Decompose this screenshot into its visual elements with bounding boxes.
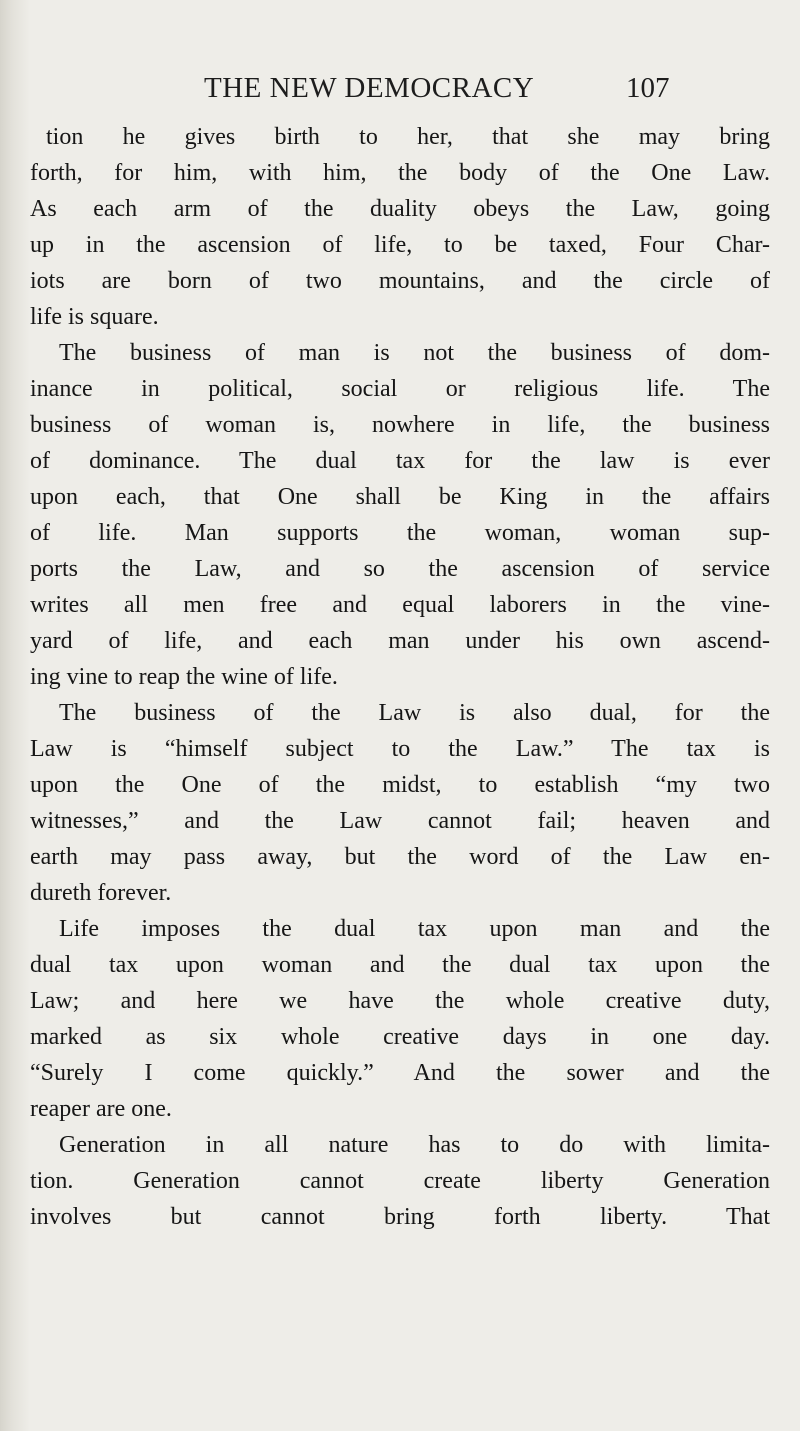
text-line: upon each, that One shall be King in the affairs (30, 484, 770, 510)
gutter-shadow (0, 0, 30, 1431)
text-line: marked as six whole creative days in one day. (30, 1024, 770, 1050)
text-line: inance in political, social or religious life. The (30, 376, 770, 402)
text-line: Life imposes the dual tax upon man and the (59, 916, 770, 942)
text-line: business of woman is, nowhere in life, the business (30, 412, 770, 438)
running-head (0, 72, 800, 112)
text-line: dureth forever. (30, 880, 172, 906)
text-line: Law; and here we have the whole creative duty, (30, 988, 770, 1014)
running-title: THE NEW DEMOCRACY (204, 72, 535, 104)
text-line: The business of the Law is also dual, for the (59, 700, 770, 726)
text-line: dual tax upon woman and the dual tax upon the (30, 952, 770, 978)
text-line: Law is “himself subject to the Law.” The tax is (30, 736, 770, 762)
text-line: Generation in all nature has to do with limita- (59, 1132, 770, 1158)
text-line: forth, for him, with him, the body of the One Law. (30, 160, 770, 186)
text-line: of life. Man supports the woman, woman sup- (30, 520, 770, 546)
text-line: earth may pass away, but the word of the Law en- (30, 844, 770, 870)
text-line: ing vine to reap the wine of life. (30, 664, 338, 690)
text-line: witnesses,” and the Law cannot fail; heaven and (30, 808, 770, 834)
text-line: up in the ascension of life, to be taxed, Four Char- (30, 232, 770, 258)
body-text (30, 119, 770, 1235)
text-line: of dominance. The dual tax for the law is ever (30, 448, 770, 474)
text-line: “Surely I come quickly.” And the sower and the (30, 1060, 770, 1086)
text-line: iots are born of two mountains, and the circle of (30, 268, 770, 294)
text-line: tion he gives birth to her, that she may bring (46, 124, 770, 150)
text-line: writes all men free and equal laborers in the vine- (30, 592, 770, 618)
text-line: upon the One of the midst, to establish “my two (30, 772, 770, 798)
text-line: life is square. (30, 304, 159, 330)
text-line: involves but cannot bring forth liberty. That (30, 1204, 770, 1230)
text-line: ports the Law, and so the ascension of service (30, 556, 770, 582)
page-number: 107 (626, 72, 670, 104)
text-line: As each arm of the duality obeys the Law, going (30, 196, 770, 222)
text-line: The business of man is not the business of dom- (59, 340, 770, 366)
text-line: yard of life, and each man under his own ascend- (30, 628, 770, 654)
text-line: tion. Generation cannot create liberty Generation (30, 1168, 770, 1194)
text-line: reaper are one. (30, 1096, 172, 1122)
